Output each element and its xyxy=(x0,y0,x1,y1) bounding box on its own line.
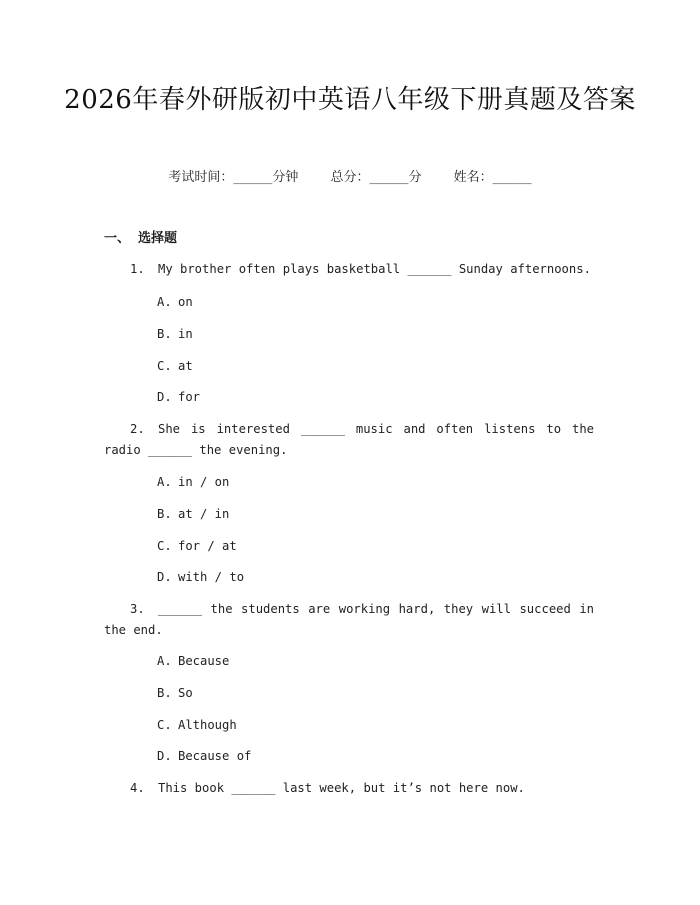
option-3c xyxy=(157,715,237,735)
section-number: 一、 xyxy=(104,231,131,246)
question-number: 1. xyxy=(130,262,145,276)
option-letter: B. xyxy=(157,686,172,700)
option-letter: D. xyxy=(157,390,172,404)
option-text: Because of xyxy=(178,749,252,763)
question-4 xyxy=(104,778,594,799)
page-title: 2026年春外研版初中英语八年级下册真题及答案 xyxy=(64,85,636,115)
question-2 xyxy=(104,419,594,461)
option-letter: A. xyxy=(157,295,172,309)
option-letter: A. xyxy=(157,654,172,668)
option-text: Although xyxy=(178,718,237,732)
option-text: for / at xyxy=(178,539,237,553)
exam-meta xyxy=(0,168,700,188)
option-3d xyxy=(157,746,251,766)
option-2a xyxy=(157,472,229,492)
option-1b xyxy=(157,324,193,344)
question-text: She is interested ______ music and often listens to the radio ______ the evening. xyxy=(104,422,594,457)
option-1d xyxy=(157,387,200,407)
option-3b xyxy=(157,683,193,703)
question-number: 2. xyxy=(130,422,145,436)
option-text: on xyxy=(178,295,193,309)
option-2d xyxy=(157,567,244,587)
student-name-field: 姓名：______ xyxy=(453,170,532,185)
option-2c xyxy=(157,536,237,556)
option-2b xyxy=(157,504,229,524)
option-letter: D. xyxy=(157,749,172,763)
option-letter: B. xyxy=(157,507,172,521)
section-title: 选择题 xyxy=(138,231,178,246)
option-letter: C. xyxy=(157,359,172,373)
option-letter: C. xyxy=(157,718,172,732)
option-text: Because xyxy=(178,654,230,668)
option-text: for xyxy=(178,390,201,404)
option-text: at xyxy=(178,359,193,373)
question-3 xyxy=(104,599,594,641)
section-heading xyxy=(104,229,177,249)
option-text: at / in xyxy=(178,507,230,521)
option-text: with / to xyxy=(178,570,245,584)
option-text: in / on xyxy=(178,475,230,489)
question-text: This book ______ last week, but it’s not here now. xyxy=(158,781,525,795)
option-letter: A. xyxy=(157,475,172,489)
option-letter: C. xyxy=(157,539,172,553)
question-number: 3. xyxy=(130,602,145,616)
option-letter: D. xyxy=(157,570,172,584)
option-letter: B. xyxy=(157,327,172,341)
exam-time-field: 考试时间：______分钟 xyxy=(168,170,299,185)
question-number: 4. xyxy=(130,781,145,795)
question-text: My brother often plays basketball ______ Sunday afternoons. xyxy=(158,262,591,276)
option-1c xyxy=(157,356,193,376)
total-score-field: 总分：______分 xyxy=(330,170,422,185)
option-1a xyxy=(157,292,193,312)
option-3a xyxy=(157,651,229,671)
option-text: So xyxy=(178,686,193,700)
question-text: ______ the students are working hard, they will succeed in the end. xyxy=(104,602,594,637)
option-text: in xyxy=(178,327,193,341)
question-1 xyxy=(104,259,594,280)
